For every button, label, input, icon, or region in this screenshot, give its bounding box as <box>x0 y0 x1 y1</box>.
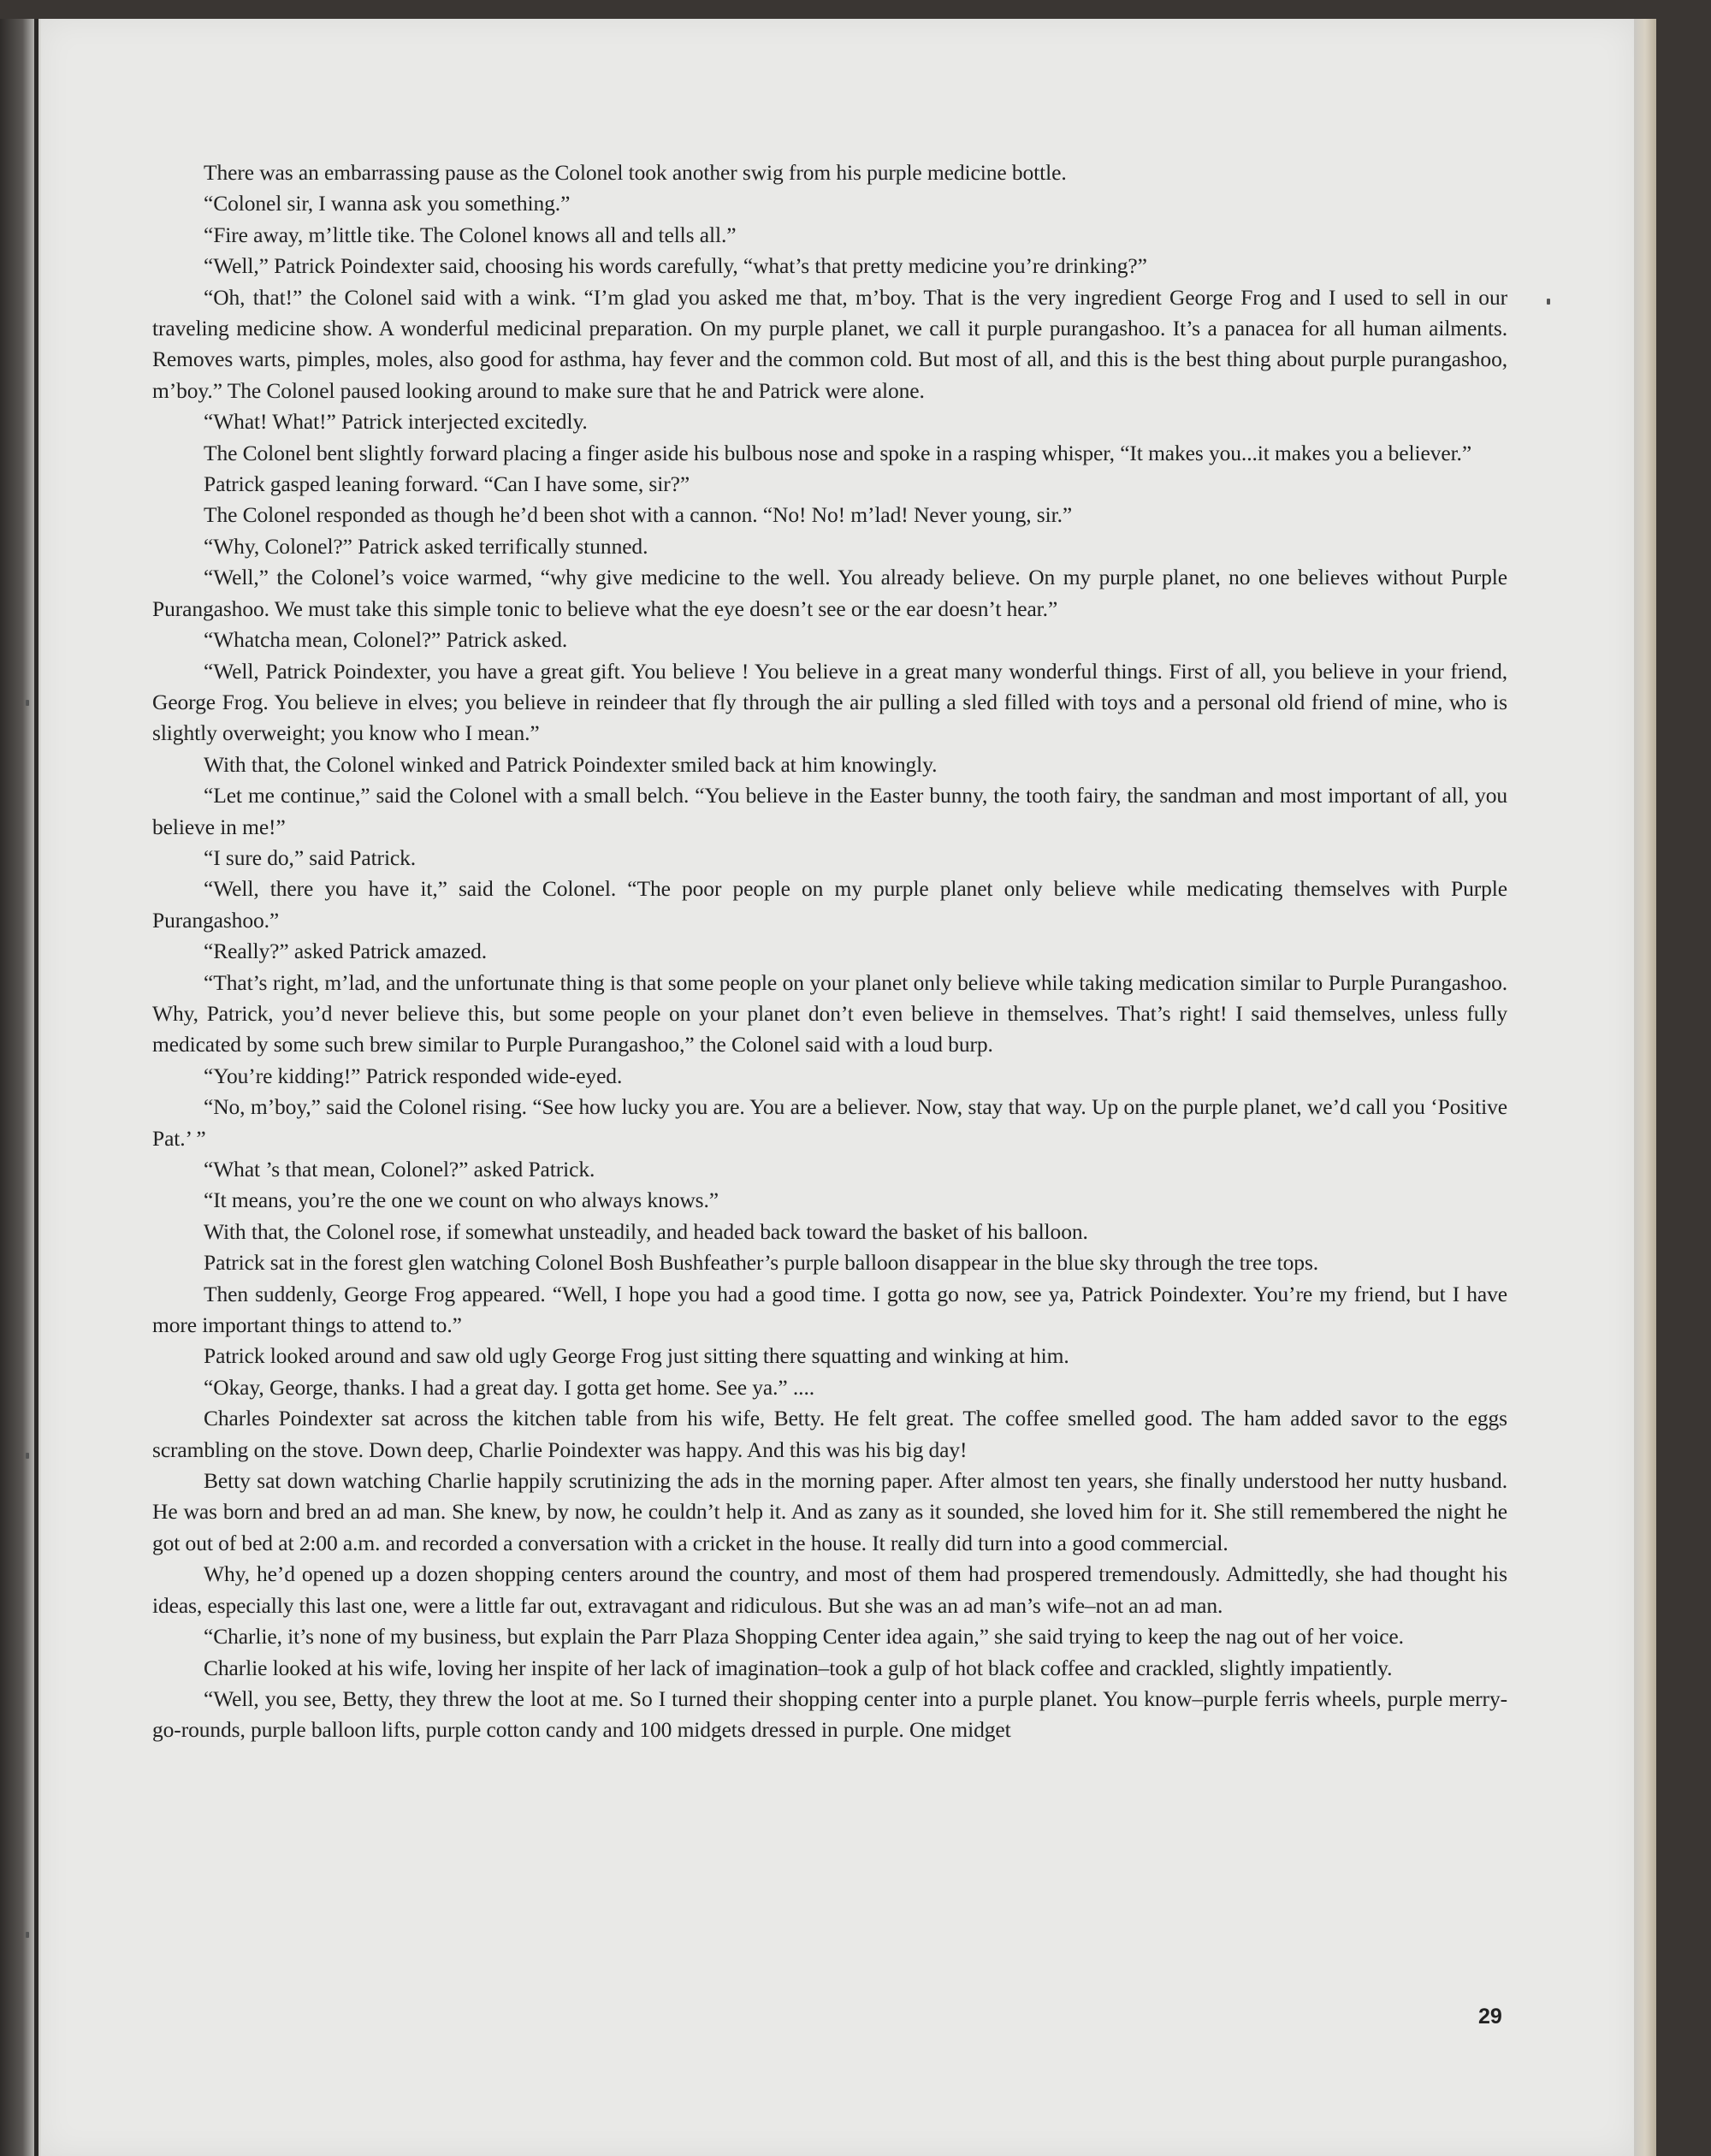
margin-mark <box>26 1932 29 1938</box>
paragraph: “Well, there you have it,” said the Colonel. “The poor people on my purple planet only believe while medicating themselves with Purple Purangashoo.” <box>152 876 1507 933</box>
margin-mark <box>1547 299 1550 305</box>
paragraph: “Well,” the Colonel’s voice warmed, “why give medicine to the well. You already believe. On my purple planet, no one believes without Purple Purangashoo. We must take this simple tonic to believe what the eye doesn’t see or the ear doesn’t hear.” <box>152 565 1507 621</box>
page-number: 29 <box>1478 2005 1502 2029</box>
paragraph: “No, m’boy,” said the Colonel rising. “See how lucky you are. You are a believer. Now, stay that way. Up on the purple planet, we’d call you ‘Positive Pat.’ ” <box>152 1094 1507 1151</box>
paragraph: “Let me continue,” said the Colonel with a small belch. “You believe in the Easter bunny, the tooth fairy, the sandman and most important of all, you believe in me!” <box>152 783 1507 839</box>
paragraph: “What ’s that mean, Colonel?” asked Patrick. <box>204 1157 595 1182</box>
paragraph: Then suddenly, George Frog appeared. “Well, I hope you had a good time. I gotta go now, see ya, Patrick Poindexter. You’re my friend, but I have more important things to attend to.” <box>152 1281 1507 1338</box>
paragraph: “Well, Patrick Poindexter, you have a great gift. You believe ! You believe in a great many wonderful things. First of all, you believe in your friend, George Frog. You believe in elves; you believe in reindeer that fly through the air pulling a sled filled with toys and a personal old friend of mine, who is slightly overweight; you know who I mean.” <box>152 658 1507 746</box>
paragraph: “Okay, George, thanks. I had a great day. I gotta get home. See ya.” .... <box>204 1374 814 1400</box>
paragraph: Betty sat down watching Charlie happily scrutinizing the ads in the morning paper. After almost ten years, she finally understood her nutty husband. He was born and bred an ad man. She knew, by now, he couldn’t help it. And as zany as it sounded, she loved him for it. She still remembered the night he got out of bed at 2:00 a.m. and recorded a conversation with a cricket in the house. It really did turn into a good commercial. <box>152 1468 1507 1555</box>
story-text <box>152 157 1507 1746</box>
page-edge <box>1634 19 1656 2156</box>
paragraph: “Why, Colonel?” Patrick asked terrifically stunned. <box>204 533 648 559</box>
paragraph: “Fire away, m’little tike. The Colonel knows all and tells all.” <box>204 222 737 247</box>
paragraph: “Well,” Patrick Poindexter said, choosing his words carefully, “what’s that pretty medicine you’re drinking?” <box>204 253 1147 279</box>
paragraph: “Well, you see, Betty, they threw the loot at me. So I turned their shopping center into a purple planet. You know–purple ferris wheels, purple merry-go-rounds, purple balloon lifts, purple cotton candy and 100 midgets dressed in purple. One midget <box>152 1685 1507 1743</box>
paragraph: The Colonel responded as though he’d been shot with a cannon. “No! No! m’lad! Never young, sir.” <box>204 502 1073 528</box>
paragraph: Patrick looked around and saw old ugly George Frog just sitting there squatting and winking at him. <box>204 1343 1069 1369</box>
paragraph: “You’re kidding!” Patrick responded wide-eyed. <box>204 1063 623 1088</box>
paragraph: “Whatcha mean, Colonel?” Patrick asked. <box>204 627 568 653</box>
paragraph: There was an embarrassing pause as the Colonel took another swig from his purple medicine bottle. <box>204 160 1067 185</box>
paragraph: “Really?” asked Patrick amazed. <box>204 939 488 964</box>
paragraph: The Colonel bent slightly forward placing a finger aside his bulbous nose and spoke in a rasping whisper, “It makes you...it makes you a believer.” <box>204 440 1472 465</box>
paragraph: Charlie looked at his wife, loving her inspite of her lack of imagination–took a gulp of hot black coffee and crackled, slightly impatiently. <box>204 1655 1393 1680</box>
paragraph: Why, he’d opened up a dozen shopping centers around the country, and most of them had prospered tremendously. Admittedly, she had thought his ideas, especially this last one, were a little far out, extravagant and ridiculous. But she was an ad man’s wife–not an ad man. <box>152 1561 1507 1618</box>
paragraph: With that, the Colonel rose, if somewhat unsteadily, and headed back toward the basket of his balloon. <box>204 1218 1088 1244</box>
paragraph: “It means, you’re the one we count on who always knows.” <box>204 1188 719 1213</box>
paragraph: “Oh, that!” the Colonel said with a wink. “I’m glad you asked me that, m’boy. That is the very ingredient George Frog and I used to sell in our traveling medicine show. A wonderful medicinal preparation. On my purple planet, we call it purple purangashoo. It’s a panacea for all human ailments. Removes warts, pimples, moles, also good for asthma, hay fever and the common cold. But most of all, and this is the best thing about purple purangashoo, m’boy.” The Colonel paused looking around to make sure that he and Patrick were alone. <box>152 284 1507 403</box>
paragraph: “I sure do,” said Patrick. <box>204 844 417 870</box>
paragraph: “Charlie, it’s none of my business, but explain the Parr Plaza Shopping Center idea again,” she said trying to keep the nag out of her voice. <box>204 1624 1404 1650</box>
paragraph: “What! What!” Patrick interjected excitedly. <box>204 409 588 435</box>
paragraph: Patrick sat in the forest glen watching Colonel Bosh Bushfeather’s purple balloon disappear in the blue sky through the tree tops. <box>204 1250 1319 1276</box>
paragraph: “That’s right, m’lad, and the unfortunate thing is that some people on your planet only believe while taking medication similar to Purple Purangashoo. Why, Patrick, you’d never believe this, but some people on your planet don’t even believe in themselves. That’s right! I said themselves, unless fully medicated by some such brew similar to Purple Purangashoo,” the Colonel said with a loud burp. <box>152 969 1507 1057</box>
paragraph: Charles Poindexter sat across the kitchen table from his wife, Betty. He felt great. The coffee smelled good. The ham added savor to the eggs scrambling on the stove. Down deep, Charlie Poindexter was happy. And this was his big day! <box>152 1406 1507 1462</box>
margin-mark <box>26 1453 29 1459</box>
gutter-fold <box>34 19 38 2156</box>
margin-mark <box>26 700 29 706</box>
paragraph: Patrick gasped leaning forward. “Can I have some, sir?” <box>204 471 690 497</box>
paragraph: “Colonel sir, I wanna ask you something.” <box>204 191 571 216</box>
paragraph: With that, the Colonel winked and Patrick Poindexter smiled back at him knowingly. <box>204 751 938 777</box>
